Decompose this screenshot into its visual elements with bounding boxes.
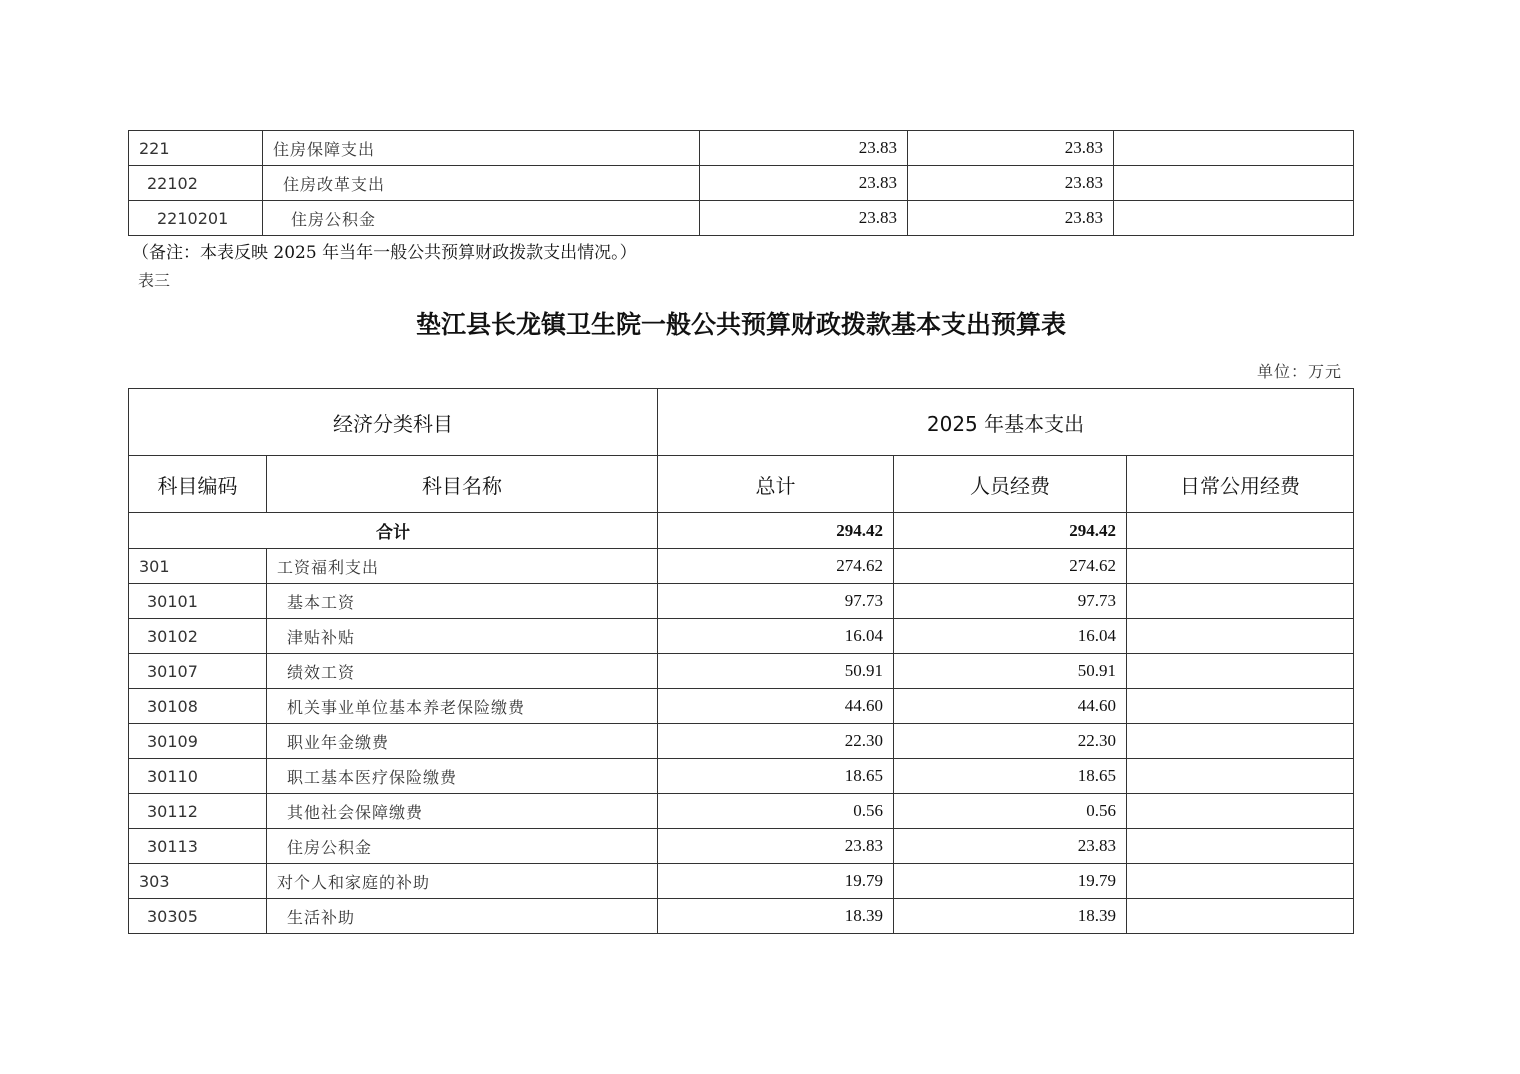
row-name: 住房公积金 — [263, 201, 700, 236]
row-personnel: 18.65 — [894, 759, 1127, 794]
header-column-row — [129, 456, 1354, 513]
table-row — [129, 619, 1354, 654]
row-personnel: 44.60 — [894, 689, 1127, 724]
row-total: 44.60 — [658, 689, 894, 724]
row-name: 职工基本医疗保险缴费 — [267, 759, 658, 794]
row-total: 0.56 — [658, 794, 894, 829]
basic-expenditure-table — [128, 388, 1354, 934]
header-economic-classification: 经济分类科目 — [129, 389, 658, 456]
row-code: 22102 — [129, 166, 263, 201]
table-note: （备注：本表反映 2025 年当年一般公共预算财政拨款支出情况。） — [132, 243, 637, 263]
total-value: 294.42 — [658, 513, 894, 549]
row-code: 30108 — [129, 689, 267, 724]
row-name: 津贴补贴 — [267, 619, 658, 654]
row-total: 23.83 — [700, 131, 908, 166]
table-row — [129, 829, 1354, 864]
row-name: 基本工资 — [267, 584, 658, 619]
row-name: 生活补助 — [267, 899, 658, 934]
row-personnel: 23.83 — [908, 201, 1114, 236]
table-row — [129, 584, 1354, 619]
row-personnel: 274.62 — [894, 549, 1127, 584]
row-code: 30110 — [129, 759, 267, 794]
row-personnel: 23.83 — [908, 131, 1114, 166]
total-label: 合计 — [129, 513, 658, 549]
table-row — [129, 549, 1354, 584]
row-name: 工资福利支出 — [267, 549, 658, 584]
row-public — [1114, 131, 1354, 166]
table-number-label: 表三 — [138, 271, 171, 290]
table-row — [129, 166, 1354, 201]
previous-table-continuation — [128, 130, 1354, 236]
row-code: 30112 — [129, 794, 267, 829]
row-total: 16.04 — [658, 619, 894, 654]
row-name: 住房保障支出 — [263, 131, 700, 166]
row-personnel: 50.91 — [894, 654, 1127, 689]
table-row — [129, 864, 1354, 899]
table-row — [129, 759, 1354, 794]
row-personnel: 0.56 — [894, 794, 1127, 829]
row-public — [1127, 619, 1354, 654]
table-row — [129, 201, 1354, 236]
row-personnel: 97.73 — [894, 584, 1127, 619]
row-code: 301 — [129, 549, 267, 584]
total-personnel: 294.42 — [894, 513, 1127, 549]
row-public — [1127, 759, 1354, 794]
header-personnel: 人员经费 — [894, 456, 1127, 513]
row-personnel: 19.79 — [894, 864, 1127, 899]
row-public — [1127, 864, 1354, 899]
row-total: 18.39 — [658, 899, 894, 934]
row-total: 97.73 — [658, 584, 894, 619]
row-public — [1127, 689, 1354, 724]
row-total: 23.83 — [700, 201, 908, 236]
row-code: 221 — [129, 131, 263, 166]
row-public — [1114, 166, 1354, 201]
row-public — [1127, 899, 1354, 934]
row-name: 绩效工资 — [267, 654, 658, 689]
row-code: 30113 — [129, 829, 267, 864]
table-row — [129, 899, 1354, 934]
header-public: 日常公用经费 — [1127, 456, 1354, 513]
table-row — [129, 131, 1354, 166]
row-public — [1127, 829, 1354, 864]
row-name: 职业年金缴费 — [267, 724, 658, 759]
row-code: 30109 — [129, 724, 267, 759]
row-name: 对个人和家庭的补助 — [267, 864, 658, 899]
row-name: 住房改革支出 — [263, 166, 700, 201]
row-total: 274.62 — [658, 549, 894, 584]
row-total: 18.65 — [658, 759, 894, 794]
row-code: 30101 — [129, 584, 267, 619]
header-total: 总计 — [658, 456, 894, 513]
header-basic-expenditure: 2025 年基本支出 — [658, 389, 1354, 456]
row-personnel: 18.39 — [894, 899, 1127, 934]
row-code: 2210201 — [129, 201, 263, 236]
row-public — [1127, 794, 1354, 829]
row-name: 其他社会保障缴费 — [267, 794, 658, 829]
row-personnel: 23.83 — [908, 166, 1114, 201]
unit-label: 单位：万元 — [1256, 362, 1342, 381]
row-personnel: 16.04 — [894, 619, 1127, 654]
row-total: 19.79 — [658, 864, 894, 899]
row-name: 机关事业单位基本养老保险缴费 — [267, 689, 658, 724]
table-row — [129, 794, 1354, 829]
header-subject-name: 科目名称 — [267, 456, 658, 513]
row-code: 30305 — [129, 899, 267, 934]
header-group-row — [129, 389, 1354, 456]
row-public — [1127, 584, 1354, 619]
header-subject-code: 科目编码 — [129, 456, 267, 513]
table-row — [129, 689, 1354, 724]
row-total: 50.91 — [658, 654, 894, 689]
total-public — [1127, 513, 1354, 549]
row-code: 30107 — [129, 654, 267, 689]
row-total: 22.30 — [658, 724, 894, 759]
row-code: 30102 — [129, 619, 267, 654]
row-personnel: 23.83 — [894, 829, 1127, 864]
row-total: 23.83 — [658, 829, 894, 864]
row-public — [1114, 201, 1354, 236]
table-row — [129, 724, 1354, 759]
row-total: 23.83 — [700, 166, 908, 201]
total-row — [129, 513, 1354, 549]
row-personnel: 22.30 — [894, 724, 1127, 759]
page-title: 垫江县长龙镇卫生院一般公共预算财政拨款基本支出预算表 — [415, 310, 1066, 339]
row-public — [1127, 549, 1354, 584]
row-public — [1127, 724, 1354, 759]
table-row — [129, 654, 1354, 689]
row-public — [1127, 654, 1354, 689]
row-code: 303 — [129, 864, 267, 899]
row-name: 住房公积金 — [267, 829, 658, 864]
